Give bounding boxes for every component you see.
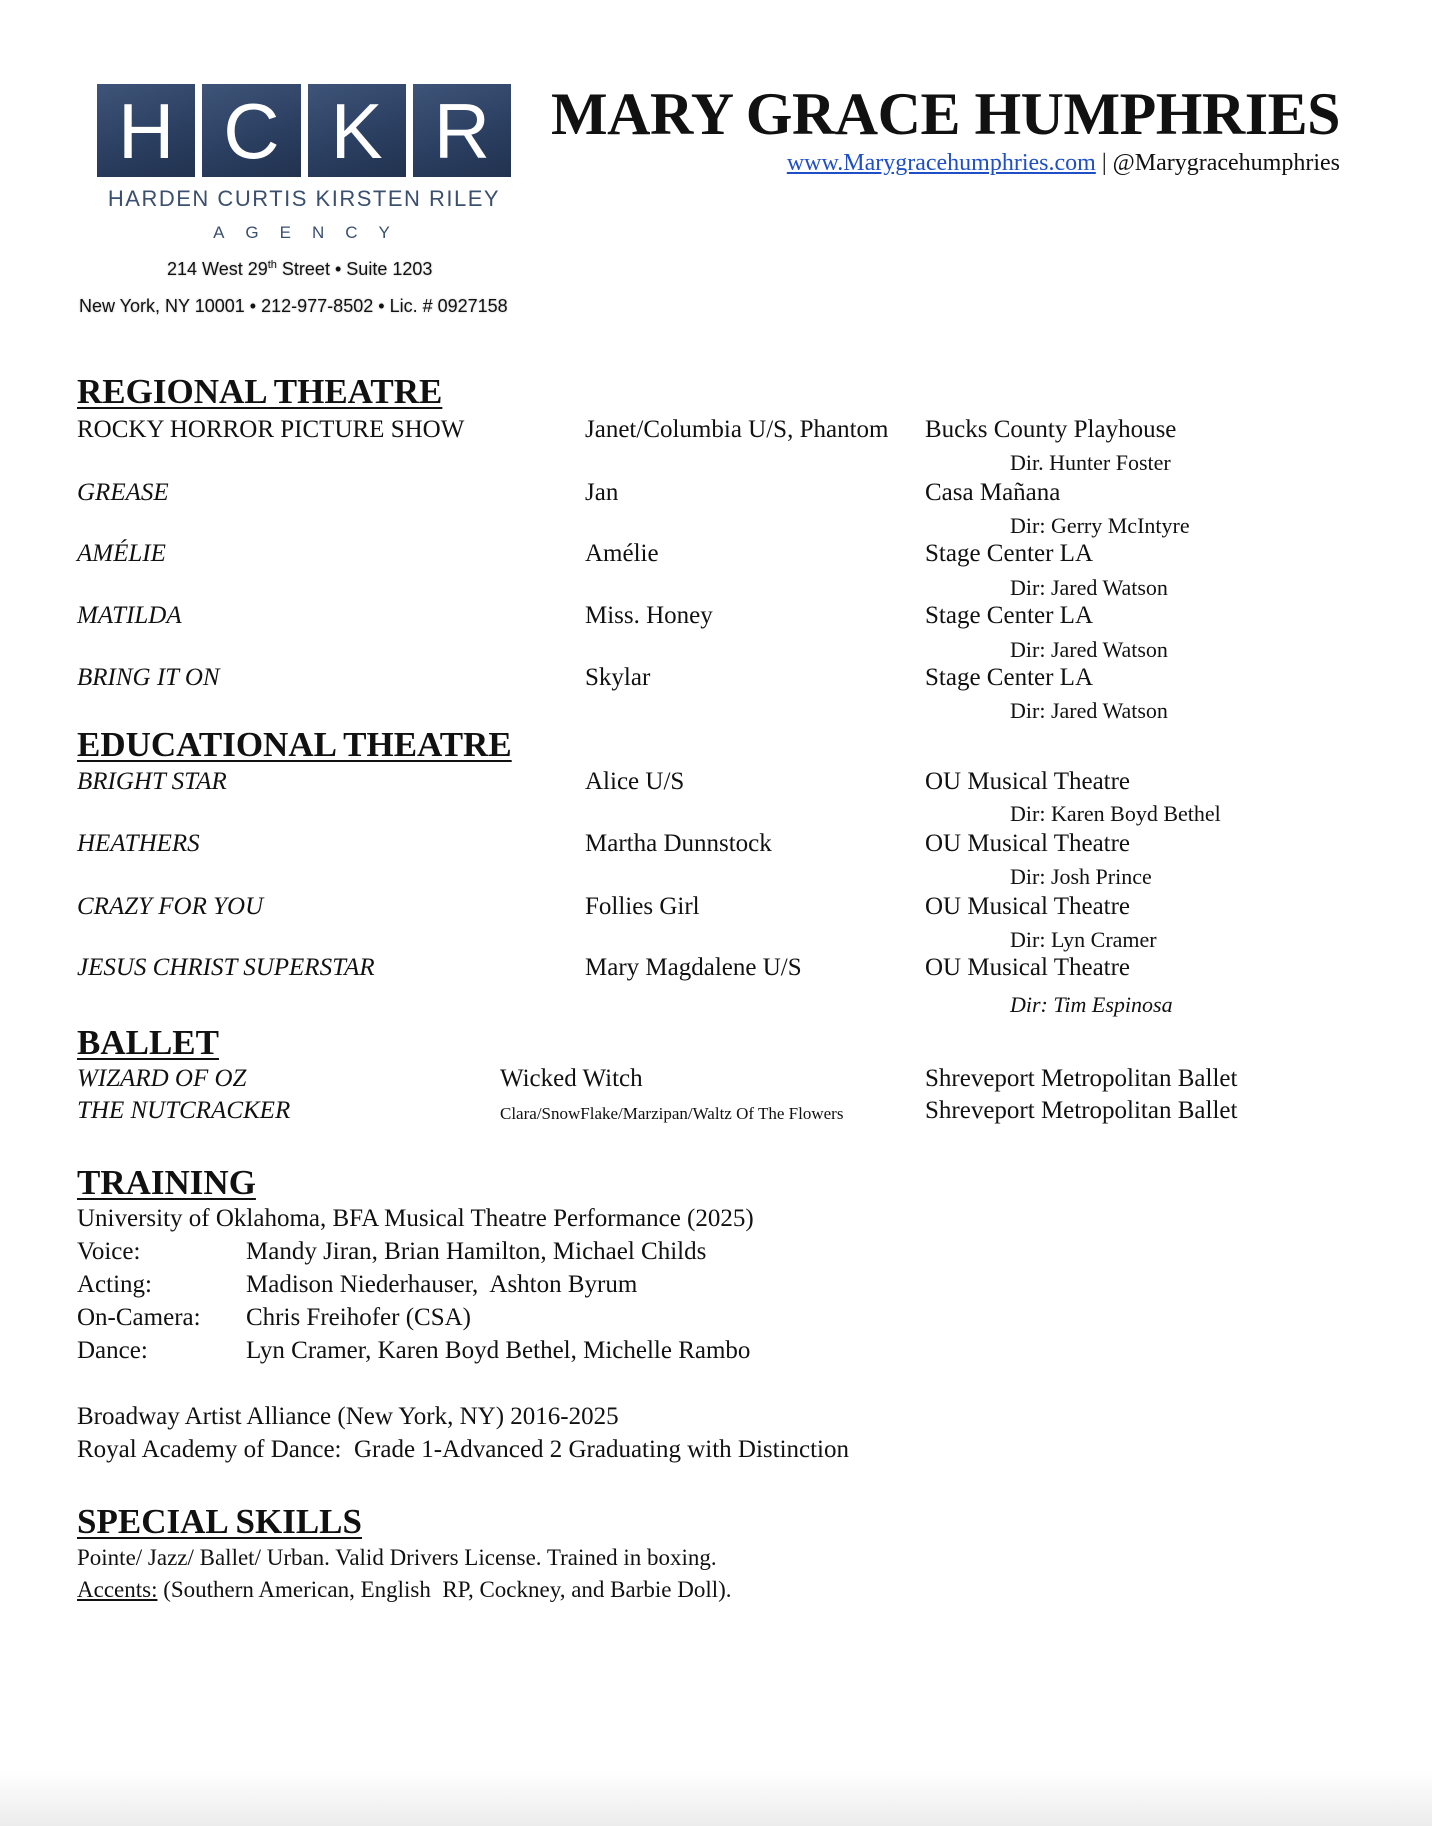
section-heading-regional: REGIONAL THEATRE: [77, 372, 443, 411]
logo-letter-c: C: [202, 84, 300, 177]
address-street-rest: Street: [276, 259, 330, 279]
address-street: 214 West 29: [167, 259, 268, 279]
section-heading-skills: SPECIAL SKILLS: [77, 1502, 362, 1541]
logo-letter-h: H: [97, 84, 195, 177]
director: Dir: Gerry McIntyre: [1010, 513, 1190, 538]
agency-address-line-2: [79, 296, 508, 317]
website-link[interactable]: www.Marygracehumphries.com: [786, 150, 1096, 176]
role: Miss. Honey: [585, 602, 713, 629]
role: Jan: [585, 479, 619, 506]
role: Amélie: [585, 540, 659, 567]
accents-value: (Southern American, English RP, Cockney, and Barbie Doll).: [157, 1577, 732, 1602]
page-title: MARY GRACE HUMPHRIES: [551, 81, 1340, 147]
director: Dir: Tim Espinosa: [1010, 992, 1173, 1017]
venue: Shreveport Metropolitan Ballet: [925, 1065, 1238, 1092]
training-value: Madison Niederhauser, Ashton Byrum: [246, 1271, 638, 1298]
venue: Stage Center LA: [925, 664, 1094, 691]
venue: Shreveport Metropolitan Ballet: [925, 1097, 1238, 1124]
agency-address-line-1: [167, 259, 432, 280]
address-city: New York, NY 10001: [79, 296, 245, 316]
contact-line: [787, 150, 1340, 177]
role: Janet/Columbia U/S, Phantom: [585, 416, 889, 443]
training-extra-baa: Broadway Artist Alliance (New York, NY) 2016-2025: [77, 1403, 619, 1430]
venue: Casa Mañana: [925, 479, 1061, 506]
accents-label: Accents:: [77, 1577, 158, 1602]
role: Follies Girl: [585, 893, 700, 920]
role: Alice U/S: [585, 768, 685, 795]
section-heading-training: TRAINING: [77, 1163, 256, 1202]
training-label: Voice:: [77, 1238, 141, 1265]
role: Martha Dunnstock: [585, 830, 772, 857]
director: Dir: Jared Watson: [1010, 698, 1168, 723]
training-value: Chris Freihofer (CSA): [246, 1304, 471, 1331]
director: Dir. Hunter Foster: [1010, 450, 1171, 475]
bullet-icon: •: [378, 296, 385, 316]
venue: OU Musical Theatre: [925, 830, 1131, 857]
training-extra-rad: Royal Academy of Dance: Grade 1-Advanced 2 Graduating with Distinction: [77, 1436, 849, 1463]
director: Dir: Jared Watson: [1010, 575, 1168, 600]
contact-separator: |: [1095, 150, 1113, 176]
venue: OU Musical Theatre: [925, 954, 1131, 981]
director: Dir: Jared Watson: [1010, 637, 1168, 662]
role: Wicked Witch: [500, 1065, 643, 1092]
skills-line: Pointe/ Jazz/ Ballet/ Urban. Valid Drivers License. Trained in boxing.: [77, 1545, 717, 1570]
agency-logo: [97, 84, 511, 177]
training-school: University of Oklahoma, BFA Musical Theatre Performance (2025): [77, 1205, 754, 1232]
social-handle: @Marygracehumphries: [1112, 150, 1340, 176]
training-value: Mandy Jiran, Brian Hamilton, Michael Childs: [246, 1238, 707, 1265]
agency-license: Lic. # 0927158: [389, 296, 508, 316]
director: Dir: Karen Boyd Bethel: [1010, 801, 1221, 826]
accents-line: [77, 1577, 732, 1603]
show-title: BRIGHT STAR: [77, 768, 227, 795]
training-label: Dance:: [77, 1337, 148, 1364]
role: Clara/SnowFlake/Marzipan/Waltz Of The Flowers: [500, 1104, 844, 1123]
show-title: WIZARD OF OZ: [77, 1065, 247, 1092]
venue: Bucks County Playhouse: [925, 416, 1177, 443]
logo-letter-r: R: [413, 84, 511, 177]
show-title: BRING IT ON: [77, 664, 220, 691]
venue: OU Musical Theatre: [925, 768, 1131, 795]
director: Dir: Josh Prince: [1010, 864, 1152, 889]
section-heading-ballet: BALLET: [77, 1023, 219, 1062]
role: Skylar: [585, 664, 651, 691]
venue: OU Musical Theatre: [925, 893, 1131, 920]
venue: Stage Center LA: [925, 602, 1094, 629]
show-title: CRAZY FOR YOU: [77, 893, 264, 920]
bullet-icon: •: [249, 296, 257, 316]
show-title: MATILDA: [77, 602, 182, 629]
training-label: Acting:: [77, 1271, 152, 1298]
show-title: GREASE: [77, 479, 169, 506]
show-title: JESUS CHRIST SUPERSTAR: [77, 954, 375, 981]
agency-word: AGENCY: [213, 223, 411, 242]
training-label: On-Camera:: [77, 1304, 201, 1331]
venue: Stage Center LA: [925, 540, 1094, 567]
section-heading-educational: EDUCATIONAL THEATRE: [77, 725, 512, 764]
show-title: ROCKY HORROR PICTURE SHOW: [77, 416, 465, 443]
agency-phone: 212-977-8502: [261, 296, 374, 316]
show-title: AMÉLIE: [77, 540, 166, 567]
role: Mary Magdalene U/S: [585, 954, 802, 981]
address-street-sup: th: [267, 259, 277, 271]
training-value: Lyn Cramer, Karen Boyd Bethel, Michelle Rambo: [246, 1337, 751, 1364]
bullet-icon: •: [334, 259, 342, 279]
logo-letter-k: K: [308, 84, 406, 177]
address-suite: Suite 1203: [346, 259, 433, 279]
director: Dir: Lyn Cramer: [1010, 927, 1157, 952]
show-title: HEATHERS: [77, 830, 200, 857]
agency-name: HARDEN CURTIS KIRSTEN RILEY: [107, 186, 501, 211]
show-title: THE NUTCRACKER: [77, 1097, 291, 1124]
